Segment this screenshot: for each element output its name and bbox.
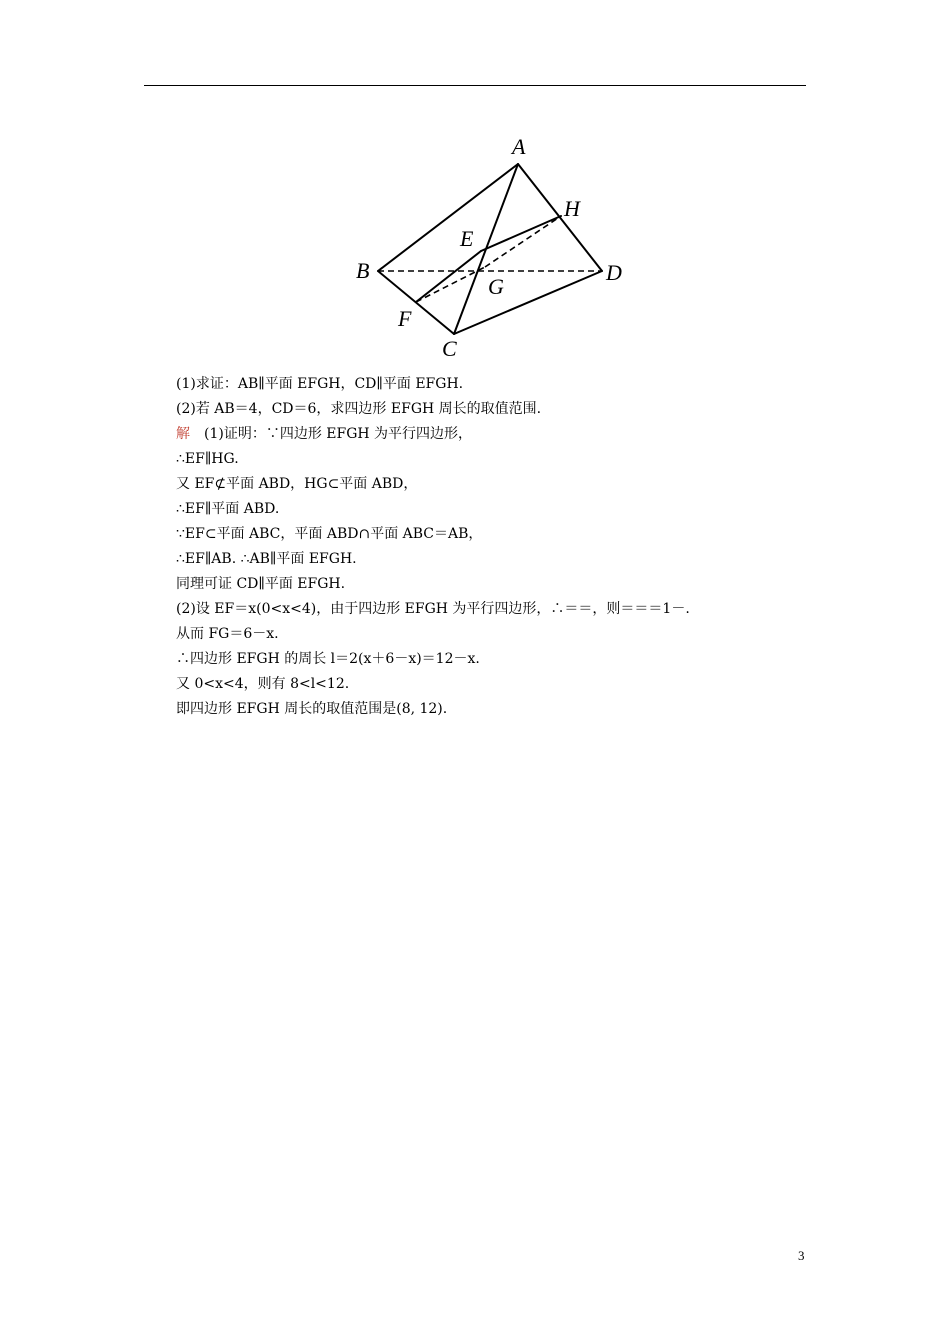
tetrahedron-figure [340,128,640,368]
solution-line: ∴EF∥AB. ∴AB∥平面 EFGH. [176,551,357,567]
label-d: D [606,260,622,285]
solution-line-text: (1)证明：∵四边形 EFGH 为平行四边形， [204,426,473,442]
label-a: A [512,134,526,159]
solution-tag: 解 [176,426,190,442]
solution-line: 又 EF⊄平面 ABD，HG⊂平面 ABD， [176,476,418,492]
text-content [176,372,816,722]
edge-fg-hidden [416,267,485,302]
solution-line: ∵EF⊂平面 ABC，平面 ABD∩平面 ABC＝AB， [176,526,483,542]
label-g: G [488,274,504,299]
solution-line: ∴四边形 EFGH 的周长 l＝2(x＋6－x)＝12－x. [176,651,480,667]
solution-line: 从而 FG＝6－x. [176,626,279,642]
edge-cd [454,271,602,334]
label-c: C [442,336,457,361]
solution-line: ∴EF∥HG. [176,451,239,467]
solution-line: 又 0<x<4，则有 8<l<12. [176,676,350,692]
label-b: B [356,258,370,283]
solution-line: (2)设 EF＝x(0<x<4)，由于四边形 EFGH 为平行四边形，∴＝＝，则＝＝＝1－. [176,601,690,617]
label-h: H [564,196,580,221]
solution-first-line [176,422,816,447]
label-e: E [460,226,474,251]
tetrahedron-diagram [340,128,640,368]
solution-line: 同理可证 CD∥平面 EFGH. [176,576,346,592]
problem-part2: (2)若 AB＝4，CD＝6，求四边形 EFGH 周长的取值范围. [176,401,542,417]
edge-ef [416,251,481,302]
page-number: 3 [798,1248,805,1263]
solution-line: 即四边形 EFGH 周长的取值范围是(8, 12). [176,701,448,717]
edge-eh [481,216,561,251]
solution-line: ∴EF∥平面 ABD. [176,501,280,517]
header-rule [144,85,806,86]
problem-part1: (1)求证：AB∥平面 EFGH，CD∥平面 EFGH. [176,376,464,392]
label-f: F [398,306,412,331]
